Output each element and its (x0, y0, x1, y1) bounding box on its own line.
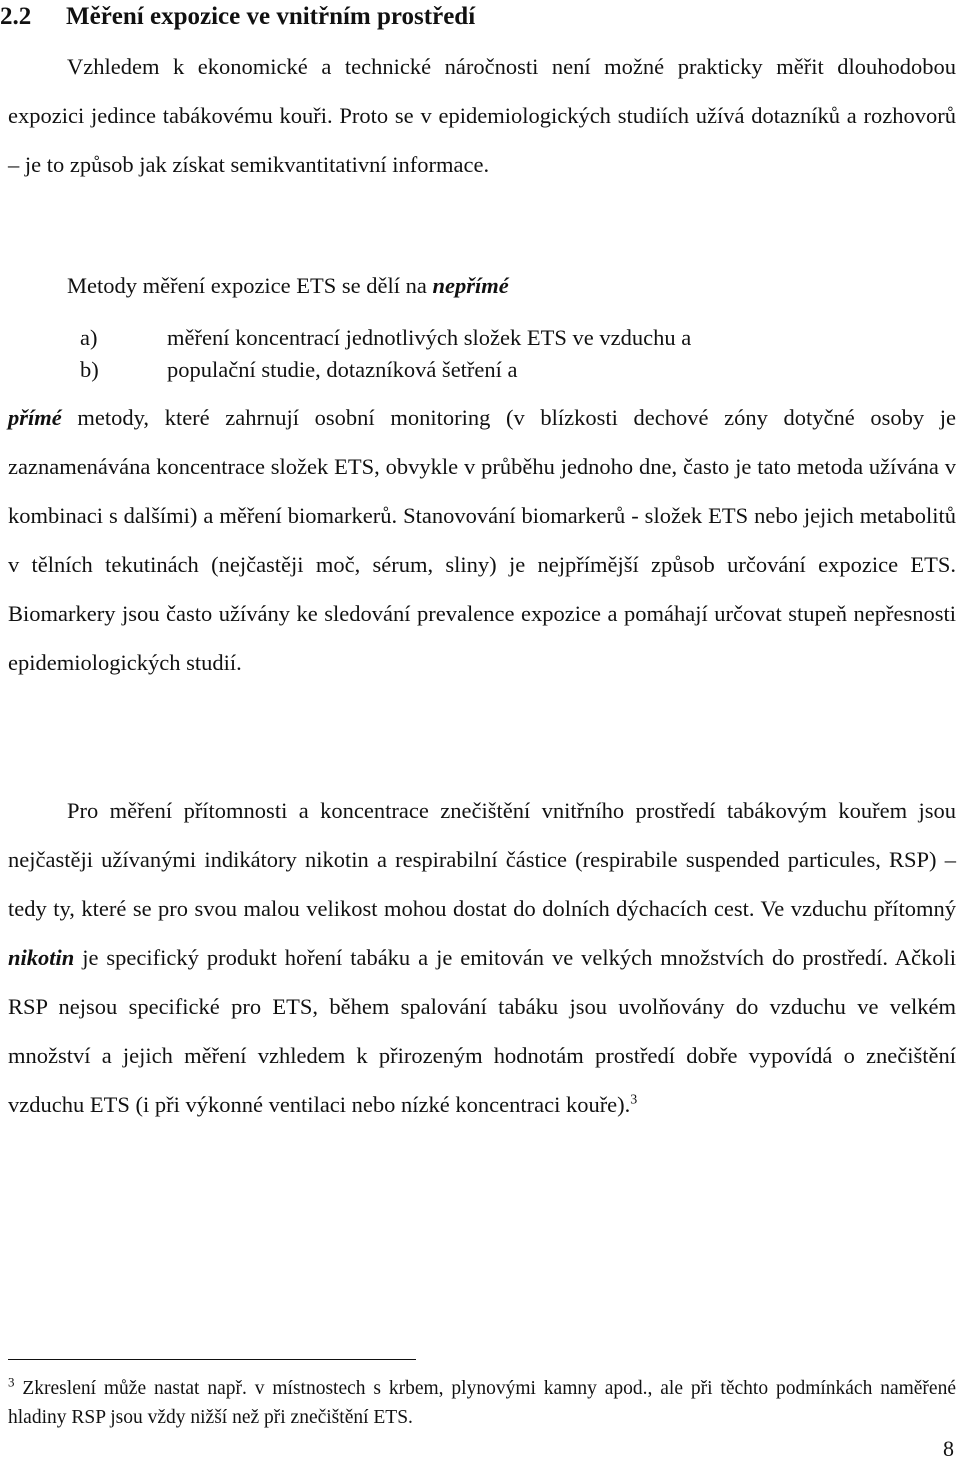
list-item-text: měření koncentrací jednotlivých složek ETS ve vzduchu a (167, 325, 692, 350)
section-heading (0, 0, 960, 34)
footnote-text: Zkreslení může nastat např. v místnostech s krbem, plynovými kamny apod., ale při těchto podmínkách naměřené hladiny RSP jsou vždy nižší než při znečištění ETS. (8, 1378, 956, 1428)
direct-term: přímé (8, 405, 62, 430)
footnote (8, 1374, 956, 1432)
list-marker: a) (80, 325, 98, 350)
footnote-reference: 3 (630, 1092, 638, 1108)
methods-intro (67, 264, 509, 308)
methods-intro-text: Metody měření expozice ETS se dělí na (67, 273, 433, 298)
nikotin-term: nikotin (8, 945, 75, 970)
paragraph-direct-methods (8, 393, 956, 687)
footnote-mark: 3 (8, 1374, 15, 1390)
list-item-text: populační studie, dotazníková šetření a (167, 357, 518, 382)
list-item (80, 322, 940, 354)
section-title: Měření expozice ve vnitřním prostředí (66, 3, 476, 30)
page-number: 8 (943, 1436, 954, 1461)
methods-indirect-term: nepřímé (432, 273, 509, 298)
paragraph-indicators-text-1: Pro měření přítomnosti a koncentrace znečištění vnitřního prostředí tabákovým kouřem jsou nejčastěji užívanými indikátory nikotin a respirabilní částice (respirabile suspended particules, RSP) – tedy ty, které se pro svou malou velikost mohou dostat do dolních dýchacích cest. Ve vzduchu přítomný (8, 798, 956, 921)
section-number: 2.2 (0, 3, 32, 30)
paragraph-intro (8, 42, 956, 189)
paragraph-intro-text: Vzhledem k ekonomické a technické náročnosti není možné prakticky měřit dlouhodobou expozici jedince tabákovému kouři. Proto se v epidemiologických studiích užívá dotazníků a rozhovorů – je to způsob jak získat semikvantitativní informace. (8, 54, 956, 177)
paragraph-indicators (8, 786, 956, 1129)
list-marker: b) (80, 357, 99, 382)
paragraph-indicators-text-2: je specifický produkt hoření tabáku a je emitován ve velkých množstvích do prostředí. Ačkoli RSP nejsou specifické pro ETS, během spalování tabáku jsou uvolňovány do vzduchu ve velkém množství a jejich měření vzhledem k přirozeným hodnotám prostředí dobře vypovídá o znečištění vzduchu ETS (i při výkonné ventilaci nebo nízké koncentraci kouře). (8, 945, 956, 1117)
list-item (80, 354, 940, 386)
footnote-separator (8, 1359, 416, 1360)
paragraph-direct-methods-text: metody, které zahrnují osobní monitoring (v blízkosti dechové zóny dotyčné osoby je zaznamenávána koncentrace složek ETS, obvykle v průběhu jednoho dne, často je tato metoda užívána v kombinaci s dalšími) a měření biomarkerů. Stanovování biomarkerů - složek ETS nebo jejich metabolitů v tělních tekutinách (nejčastěji moč, sérum, sliny) je nejpřímější způsob určování expozice ETS. Biomarkery jsou často užívány ke sledování prevalence expozice a pomáhají určovat stupeň nepřesnosti epidemiologických studií. (8, 405, 956, 675)
